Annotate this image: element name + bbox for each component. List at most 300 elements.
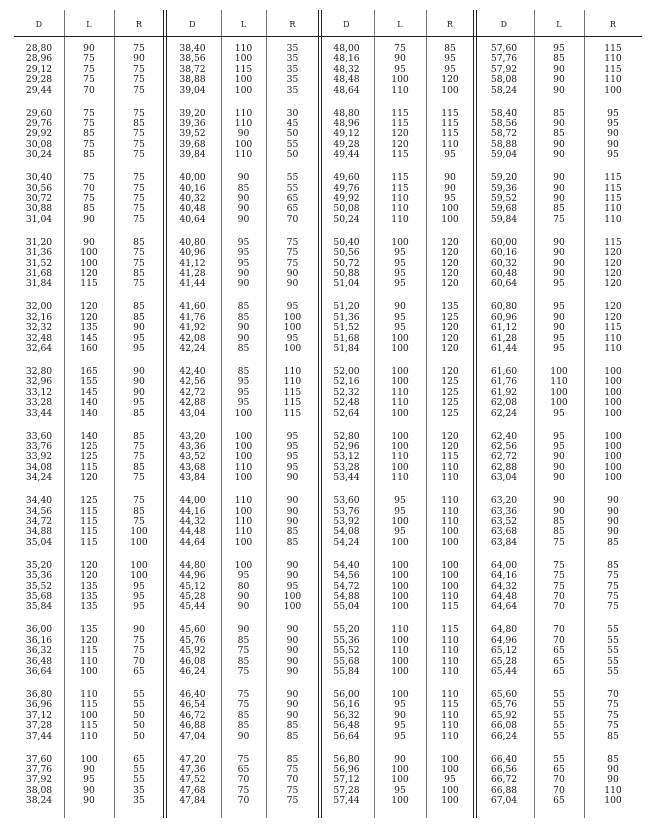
table-cell: 50,40 [333, 236, 360, 248]
table-cell: 75 [133, 43, 145, 54]
table-cell: 85 [83, 128, 95, 140]
table-cell: 39,36 [179, 118, 206, 129]
table-cell: 90 [286, 570, 299, 582]
table-cell: 70 [83, 182, 95, 194]
table-cell: 38,24 [25, 795, 53, 807]
table-cell: 53,44 [333, 472, 360, 484]
table-cell: 66,56 [490, 764, 518, 775]
table-cell: 33,76 [25, 441, 53, 452]
table-cell: 75 [286, 247, 299, 259]
table-cell: 100 [234, 451, 253, 463]
table-cell: 90 [286, 699, 299, 711]
table-cell: 90 [83, 784, 95, 796]
table-cell: 39,04 [179, 84, 206, 96]
table-cell: 55 [286, 138, 299, 150]
table-cell: 90 [83, 236, 95, 248]
table-cell: 65 [237, 764, 250, 775]
table-cell: 48,16 [333, 53, 360, 65]
table-cell: 85 [286, 536, 299, 548]
table-cell: 120 [80, 268, 98, 279]
table-cell: 115 [604, 63, 622, 75]
table-cell: 56,96 [333, 764, 360, 775]
table-cell: 100 [283, 322, 302, 334]
table-cell: 115 [80, 461, 98, 473]
table-cell: 70 [607, 689, 619, 700]
table-cell: 63,52 [490, 516, 518, 527]
table-cell: 95 [607, 107, 619, 119]
table-cell: 34,72 [25, 516, 53, 527]
table-cell: 115 [80, 278, 98, 290]
table-cell: 40,16 [179, 182, 206, 194]
table-cell: 115 [441, 128, 459, 140]
table-cell: 75 [286, 784, 299, 796]
table-cell: 95 [394, 730, 406, 742]
table-cell: 40,64 [179, 213, 206, 225]
column-header: L [240, 20, 247, 29]
table-cell: 56,32 [333, 709, 360, 721]
table-cell: 34,24 [25, 472, 53, 484]
table-cell: 75 [133, 634, 145, 646]
table-cell: 100 [391, 795, 409, 807]
table-cell: 65,28 [490, 655, 518, 667]
table-cell: 110 [234, 516, 253, 527]
table-cell: 51,52 [333, 322, 360, 334]
table-cell: 90 [553, 84, 565, 96]
table-cell: 100 [604, 376, 622, 388]
table-cell: 50 [286, 149, 299, 161]
table-cell: 55 [286, 182, 299, 194]
table-cell: 120 [604, 301, 622, 313]
table-cell: 110 [441, 655, 459, 667]
table-cell: 100 [234, 505, 253, 517]
table-cell: 57,76 [490, 53, 518, 65]
table-cell: 100 [391, 764, 409, 775]
table-cell: 75 [607, 601, 619, 613]
table-cell: 50,08 [333, 203, 360, 215]
table-cell: 115 [604, 236, 622, 248]
table-cell: 165 [80, 366, 98, 377]
table-cell: 90 [133, 322, 145, 334]
table-cell: 85 [237, 343, 250, 354]
table-cell: 65,76 [490, 699, 518, 711]
table-cell: 90 [83, 43, 95, 54]
table-cell: 90 [553, 193, 565, 204]
table-cell: 95 [607, 118, 619, 129]
table-cell: 62,56 [490, 441, 518, 452]
table-cell: 110 [80, 655, 98, 667]
table-cell: 120 [441, 322, 459, 334]
table-cell: 64,96 [490, 634, 518, 646]
table-cell: 100 [604, 441, 622, 452]
table-cell: 110 [441, 591, 459, 602]
table-cell: 49,28 [333, 138, 360, 150]
table-cell: 50 [133, 709, 145, 721]
table-cell: 90 [133, 53, 145, 65]
table-cell: 100 [80, 247, 98, 259]
table-cell: 115 [391, 149, 409, 161]
table-cell: 37,76 [25, 764, 53, 775]
table-cell: 37,12 [25, 709, 53, 721]
table-cell: 35,20 [25, 559, 53, 571]
table-cell: 75 [133, 63, 145, 75]
table-cell: 35 [286, 53, 299, 65]
table-cell: 75 [237, 753, 250, 765]
table-cell: 100 [234, 84, 253, 96]
table-cell: 49,76 [333, 182, 360, 194]
column-header: R [289, 20, 296, 29]
table-cell: 85 [286, 753, 299, 765]
table-cell: 115 [604, 43, 622, 54]
table-cell: 115 [80, 699, 98, 711]
table-cell: 90 [286, 559, 299, 571]
table-cell: 90 [237, 624, 250, 636]
table-cell: 115 [441, 118, 459, 129]
table-cell: 85 [286, 720, 299, 732]
table-cell: 44,64 [179, 536, 206, 548]
table-cell: 90 [607, 516, 619, 527]
table-cell: 110 [441, 516, 459, 527]
table-cell: 75 [607, 720, 619, 732]
table-cell: 66,72 [490, 774, 518, 786]
table-cell: 100 [391, 236, 409, 248]
table-cell: 90 [553, 138, 565, 150]
table-cell: 95 [237, 257, 250, 269]
table-cell: 115 [441, 601, 459, 613]
table-cell: 90 [286, 709, 299, 721]
table-cell: 35,04 [25, 536, 53, 548]
table-cell: 75 [83, 63, 95, 75]
table-cell: 90 [553, 495, 565, 507]
table-cell: 100 [80, 257, 98, 269]
table-cell: 75 [133, 472, 145, 484]
table-cell: 95 [394, 257, 406, 269]
table-cell: 85 [607, 536, 619, 548]
table-cell: 28,96 [25, 53, 53, 65]
table-cell: 85 [133, 461, 145, 473]
table-cell: 53,92 [333, 516, 360, 527]
table-cell: 75 [133, 247, 145, 259]
table-cell: 120 [441, 247, 459, 259]
table-cell: 30 [286, 107, 299, 119]
table-cell: 62,24 [490, 407, 518, 419]
table-cell: 75 [607, 699, 619, 711]
table-cell: 51,20 [333, 301, 360, 313]
table-cell: 65 [553, 764, 565, 775]
table-cell: 100 [391, 461, 409, 473]
table-cell: 125 [80, 495, 98, 507]
table-cell: 66,24 [490, 730, 518, 742]
table-cell: 115 [80, 516, 98, 527]
table-cell: 75 [607, 591, 619, 602]
table-cell: 95 [133, 332, 145, 344]
table-cell: 55 [553, 730, 565, 742]
table-cell: 75 [133, 203, 145, 215]
table-cell: 90 [553, 461, 565, 473]
table-cell: 47,84 [179, 795, 206, 807]
table-cell: 39,20 [179, 107, 206, 119]
table-cell: 47,36 [179, 764, 206, 775]
table-cell: 135 [80, 601, 98, 613]
table-cell: 65 [133, 666, 145, 677]
table-cell: 90 [444, 172, 456, 184]
table-cell: 110 [441, 666, 459, 677]
table-cell: 44,96 [179, 570, 206, 582]
table-cell: 64,16 [490, 570, 518, 582]
table-cell: 35 [133, 784, 145, 796]
table-cell: 90 [237, 128, 250, 140]
table-cell: 100 [234, 472, 253, 484]
table-cell: 29,44 [25, 84, 53, 96]
table-cell: 95 [394, 784, 406, 796]
table-cell: 75 [133, 257, 145, 269]
table-cell: 32,48 [25, 332, 53, 344]
table-cell: 75 [83, 53, 95, 65]
table-cell: 64,32 [490, 580, 518, 592]
table-cell: 90 [83, 213, 95, 225]
table-cell: 75 [133, 107, 145, 119]
table-cell: 95 [553, 43, 565, 54]
table-cell: 140 [80, 397, 98, 409]
column-header: R [446, 20, 454, 29]
table-cell: 95 [133, 601, 145, 613]
table-cell: 145 [80, 386, 98, 398]
column-header: D [35, 20, 43, 29]
table-cell: 55,84 [333, 666, 360, 677]
table-cell: 85 [237, 366, 250, 377]
table-cell: 42,72 [179, 386, 206, 398]
table-cell: 48,48 [333, 74, 360, 86]
table-cell: 55 [607, 645, 619, 657]
table-cell: 55 [607, 655, 619, 667]
table-cell: 95 [286, 301, 299, 313]
table-cell: 95 [444, 63, 456, 75]
table-cell: 39,52 [179, 128, 206, 140]
table-cell: 120 [441, 366, 459, 377]
table-cell: 55 [133, 774, 145, 786]
table-cell: 90 [133, 366, 145, 377]
table-cell: 75 [83, 172, 95, 184]
table-cell: 95 [133, 580, 145, 592]
table-cell: 52,48 [333, 397, 360, 409]
table-cell: 120 [441, 343, 459, 354]
table-cell: 75 [83, 138, 95, 150]
table-cell: 90 [237, 213, 250, 225]
table-cell: 42,88 [179, 397, 206, 409]
column-header: R [135, 20, 143, 29]
table-cell: 45,12 [179, 580, 206, 592]
table-cell: 100 [391, 376, 409, 388]
table-cell: 115 [441, 451, 459, 463]
table-cell: 57,92 [490, 63, 518, 75]
table-cell: 100 [441, 203, 459, 215]
table-cell: 75 [286, 764, 299, 775]
table-cell: 66,08 [490, 720, 518, 732]
table-cell: 60,48 [490, 268, 518, 279]
table-cell: 59,36 [490, 182, 518, 194]
table-cell: 75 [83, 193, 95, 204]
table-cell: 75 [237, 689, 250, 700]
table-cell: 30,08 [25, 138, 53, 150]
table-cell: 32,64 [25, 343, 53, 354]
table-cell: 47,52 [179, 774, 206, 786]
table-cell: 90 [237, 268, 250, 279]
table-cell: 31,20 [25, 236, 53, 248]
table-cell: 60,00 [490, 236, 518, 248]
table-cell: 110 [441, 720, 459, 732]
table-cell: 100 [391, 407, 409, 419]
table-cell: 31,36 [25, 247, 53, 259]
table-cell: 55,36 [333, 634, 360, 646]
table-cell: 57,44 [333, 795, 360, 807]
table-cell: 110 [234, 107, 253, 119]
table-cell: 65 [553, 795, 565, 807]
table-cell: 120 [441, 332, 459, 344]
table-cell: 120 [441, 278, 459, 290]
table-cell: 63,20 [490, 495, 518, 507]
table-cell: 34,88 [25, 526, 53, 538]
table-cell: 31,52 [25, 257, 53, 269]
table-cell: 65,12 [490, 645, 518, 657]
table-cell: 100 [391, 559, 409, 571]
table-cell: 95 [394, 322, 406, 334]
table-cell: 85 [553, 203, 565, 215]
table-cell: 90 [607, 764, 619, 775]
table-cell: 75 [286, 236, 299, 248]
column-header: R [609, 20, 617, 29]
table-cell: 100 [80, 666, 98, 677]
table-cell: 35 [286, 43, 299, 54]
table-cell: 110 [391, 472, 409, 484]
table-cell: 100 [391, 601, 409, 613]
table-cell: 95 [394, 278, 406, 290]
table-cell: 55,68 [333, 655, 360, 667]
table-cell: 44,80 [179, 559, 206, 571]
table-cell: 95 [394, 247, 406, 259]
table-cell: 80 [237, 580, 250, 592]
table-cell: 33,44 [25, 407, 53, 419]
table-cell: 75 [553, 213, 565, 225]
table-cell: 58,88 [490, 138, 518, 150]
table-cell: 95 [444, 53, 456, 65]
table-cell: 90 [237, 193, 250, 204]
table-cell: 45,76 [179, 634, 206, 646]
table-cell: 120 [604, 278, 622, 290]
table-cell: 75 [553, 570, 565, 582]
table-cell: 95 [237, 247, 250, 259]
table-cell: 110 [604, 332, 622, 344]
table-cell: 85 [237, 720, 250, 732]
table-cell: 55 [553, 689, 565, 700]
table-cell: 75 [394, 43, 406, 54]
table-cell: 110 [80, 730, 98, 742]
table-cell: 75 [133, 172, 145, 184]
table-cell: 110 [234, 526, 253, 538]
table-cell: 58,08 [490, 74, 518, 86]
table-cell: 100 [441, 536, 459, 548]
table-cell: 38,88 [179, 74, 206, 86]
table-cell: 63,68 [490, 526, 518, 538]
table-cell: 90 [237, 172, 250, 184]
table-cell: 59,04 [490, 149, 518, 161]
table-cell: 115 [391, 107, 409, 119]
table-cell: 70 [553, 634, 565, 646]
table-cell: 41,92 [179, 322, 206, 334]
table-cell: 110 [604, 213, 622, 225]
table-cell: 65,44 [490, 666, 518, 677]
table-cell: 54,56 [333, 570, 360, 582]
table-cell: 100 [391, 366, 409, 377]
table-cell: 56,80 [333, 753, 360, 765]
table-cell: 55 [286, 172, 299, 184]
table-cell: 65 [286, 193, 299, 204]
table-cell: 55 [553, 753, 565, 765]
table-cell: 33,12 [25, 386, 53, 398]
table-cell: 59,52 [490, 193, 518, 204]
table-cell: 90 [553, 74, 565, 86]
table-cell: 44,16 [179, 505, 206, 517]
table-cell: 90 [133, 386, 145, 398]
table-cell: 100 [391, 580, 409, 592]
table-cell: 100 [604, 397, 622, 409]
table-cell: 42,08 [179, 332, 206, 344]
table-cell: 85 [133, 430, 145, 442]
table-cell: 57,12 [333, 774, 360, 786]
table-cell: 100 [391, 570, 409, 582]
table-cell: 115 [80, 505, 98, 517]
table-cell: 95 [607, 149, 619, 161]
table-cell: 120 [441, 236, 459, 248]
table-cell: 40,96 [179, 247, 206, 259]
table-cell: 30,88 [25, 203, 53, 215]
table-cell: 30,56 [25, 182, 53, 194]
table-cell: 90 [444, 182, 456, 194]
table-cell: 55 [553, 720, 565, 732]
table-cell: 50 [133, 720, 145, 732]
table-cell: 55 [133, 689, 145, 700]
table-cell: 52,80 [333, 430, 360, 442]
table-cell: 51,84 [333, 343, 360, 354]
table-cell: 95 [83, 774, 95, 786]
table-cell: 90 [553, 311, 565, 323]
table-cell: 100 [391, 689, 409, 700]
table-cell: 35,84 [25, 601, 53, 613]
table-cell: 90 [286, 645, 299, 657]
table-cell: 31,68 [25, 268, 53, 279]
table-cell: 85 [607, 730, 619, 742]
table-cell: 100 [391, 332, 409, 344]
table-cell: 85 [133, 311, 145, 323]
table-cell: 100 [391, 343, 409, 354]
table-cell: 49,12 [333, 128, 360, 140]
table-cell: 90 [394, 53, 406, 65]
table-cell: 95 [394, 699, 406, 711]
table-cell: 85 [553, 526, 565, 538]
table-cell: 110 [441, 709, 459, 721]
table-cell: 75 [553, 536, 565, 548]
table-cell: 100 [283, 591, 302, 602]
table-cell: 61,12 [490, 322, 518, 334]
table-cell: 70 [553, 774, 565, 786]
table-cell: 100 [391, 441, 409, 452]
table-cell: 120 [441, 257, 459, 269]
table-cell: 75 [83, 74, 95, 86]
table-cell: 32,80 [25, 366, 53, 377]
table-cell: 38,08 [25, 784, 53, 796]
table-cell: 95 [553, 407, 565, 419]
table-cell: 90 [553, 257, 565, 269]
table-cell: 125 [441, 386, 459, 398]
table-cell: 65 [553, 645, 565, 657]
